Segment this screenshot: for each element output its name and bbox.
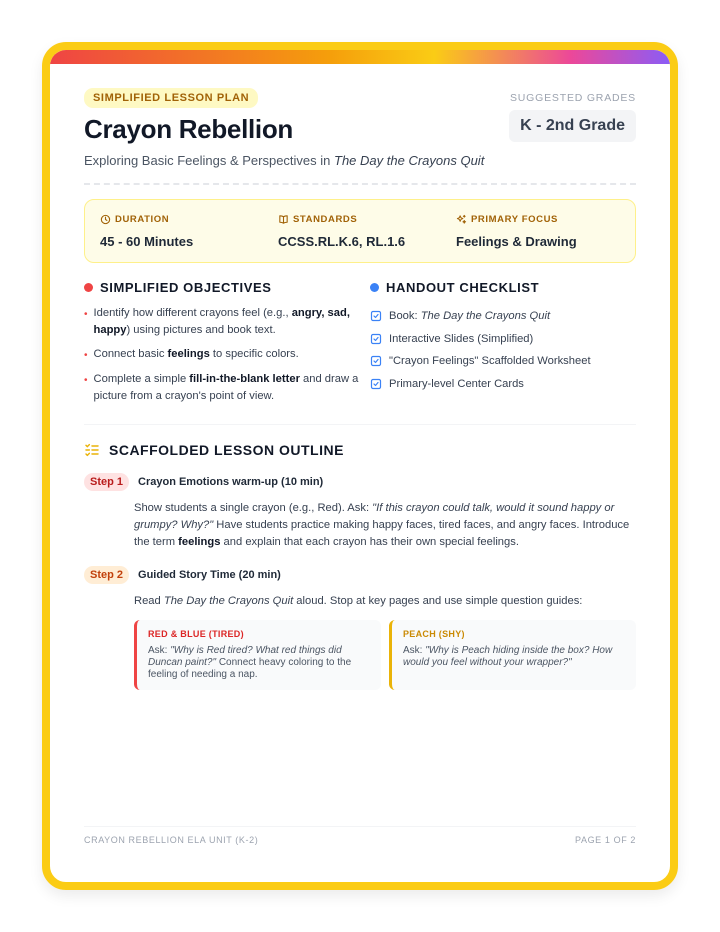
objectives-checklist-row [84,280,636,412]
checkbox-checked-icon [370,310,382,322]
info-panel [84,199,636,263]
question-guides [134,620,636,690]
checkbox-checked-icon [370,355,382,367]
dashed-divider [84,183,636,185]
outline-heading-text: SCAFFOLDED LESSON OUTLINE [109,442,344,458]
step-description: Read The Day the Crayons Quit aloud. Stop at key pages and use simple question guides: [134,595,583,607]
guide-title: RED & BLUE (TIRED) [148,629,244,639]
footer-unit-title: CRAYON REBELLION ELA UNIT (K-2) [84,835,259,845]
objectives-section [84,280,370,412]
list-item: • Identify how different crayons feel (e.g., angry, sad, happy) using pictures and book text. [84,305,370,339]
grades-label: SUGGESTED GRADES [510,92,636,104]
guide-text: Ask: "Why is Red tired? What red things did Duncan paint?" Connect heavy coloring to the feeling of needing a nap. [148,645,352,680]
info-value: Feelings & Drawing [456,234,577,249]
list-item: • Connect basic feelings to specific colors. [84,346,370,364]
bullet-icon: • [84,309,88,320]
page-title: Crayon Rebellion [84,114,294,144]
info-value: CCSS.RL.K.6, RL.1.6 [278,234,406,249]
sparkles-icon [456,214,467,225]
step-title: Guided Story Time (20 min) [138,569,281,581]
page-footer [84,826,636,845]
list-item: • Complete a simple fill-in-the-blank letter and draw a picture from a crayon's point of view. [84,371,370,405]
lesson-plan-card [42,42,678,890]
checkbox-checked-icon [370,333,382,345]
info-label-text: PRIMARY FOCUS [471,214,558,225]
gradient-top-bar [50,50,670,64]
guide-title: PEACH (SHY) [403,629,465,639]
outline-heading [84,442,636,458]
section-divider [84,424,636,425]
checklist-section [370,280,636,412]
bullet-icon: • [84,375,88,386]
checklist-item[interactable]: "Crayon Feelings" Scaffolded Worksheet [370,350,636,373]
guide-card-red-blue [134,620,381,690]
page-number: PAGE 1 OF 2 [575,835,636,845]
step-badge: Step 1 [84,473,129,491]
handout-checklist [370,305,636,395]
checklist-item[interactable]: Book: The Day the Crayons Quit [370,305,636,328]
lesson-step-2 [84,566,636,690]
info-value: 45 - 60 Minutes [100,234,194,249]
info-label-text: DURATION [115,214,170,225]
objectives-heading: SIMPLIFIED OBJECTIVES [100,280,272,295]
step-description: Show students a single crayon (e.g., Red). Ask: "If this crayon could talk, would it sound happy or grumpy? Why?" Have students practice making happy faces, tired faces, and angry faces. Introduce the term feelings and explain that each crayon has their own special feelings. [134,502,630,548]
blue-dot-icon [370,283,379,292]
subtitle-text: Exploring Basic Feelings & Perspectives in [84,153,335,168]
guide-text: Ask: "Why is Peach hiding inside the box? How would you feel without your wrapper?" [403,645,613,668]
checklist-item[interactable]: Primary-level Center Cards [370,373,636,396]
book-icon [278,214,289,225]
guide-card-peach [389,620,636,690]
info-primary-focus [456,214,634,262]
red-dot-icon [84,283,93,292]
lesson-type-badge: SIMPLIFIED LESSON PLAN [84,88,258,108]
checkbox-checked-icon [370,378,382,390]
grades-value: K - 2nd Grade [509,110,636,142]
bullet-icon: • [84,350,88,361]
step-badge: Step 2 [84,566,129,584]
page-subtitle [84,153,636,168]
objectives-list [84,305,370,405]
checklist-item[interactable]: Interactive Slides (Simplified) [370,328,636,351]
info-duration [100,214,278,262]
lesson-step-1 [84,473,636,551]
info-standards [278,214,456,262]
list-checks-icon [84,442,100,458]
info-label-text: STANDARDS [293,214,358,225]
checklist-heading: HANDOUT CHECKLIST [386,280,540,295]
subtitle-book-title: The Day the Crayons Quit [334,153,485,168]
card-content [84,88,636,690]
clock-icon [100,214,111,225]
step-title: Crayon Emotions warm-up (10 min) [138,476,324,488]
suggested-grades [509,92,636,142]
